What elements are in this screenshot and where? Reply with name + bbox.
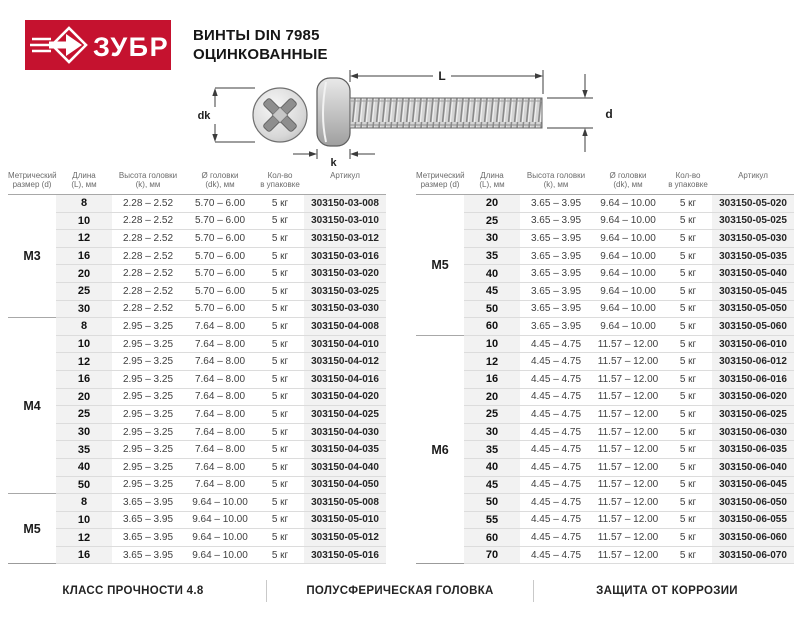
head-height-cell: 4.45 – 4.75 bbox=[520, 335, 592, 353]
package-cell: 5 кг bbox=[664, 230, 712, 248]
article-cell: 303150-03-025 bbox=[304, 282, 386, 300]
package-cell: 5 кг bbox=[664, 318, 712, 336]
head-diameter-cell: 11.57 – 12.00 bbox=[592, 388, 664, 406]
head-diameter-cell: 9.64 – 10.00 bbox=[592, 318, 664, 336]
length-cell: 12 bbox=[56, 353, 112, 371]
head-diameter-cell: 7.64 – 8.00 bbox=[184, 476, 256, 494]
head-height-cell: 3.65 – 3.95 bbox=[112, 546, 184, 564]
length-cell: 20 bbox=[56, 388, 112, 406]
dim-label-thread-diameter: d bbox=[605, 107, 613, 121]
feature-corrosion: ЗАЩИТА ОТ КОРРОЗИИ bbox=[533, 580, 800, 602]
head-height-cell: 2.28 – 2.52 bbox=[112, 195, 184, 213]
head-height-cell: 4.45 – 4.75 bbox=[520, 546, 592, 564]
head-height-cell: 2.95 – 3.25 bbox=[112, 318, 184, 336]
zubr-logo-graphic bbox=[25, 20, 171, 70]
table-row bbox=[416, 370, 794, 388]
metric-size-label: М5 bbox=[8, 494, 56, 564]
head-diameter-cell: 11.57 – 12.00 bbox=[592, 494, 664, 512]
length-cell: 12 bbox=[56, 529, 112, 547]
package-cell: 5 кг bbox=[256, 511, 304, 529]
package-cell: 5 кг bbox=[256, 476, 304, 494]
package-cell: 5 кг bbox=[256, 195, 304, 213]
head-diameter-cell: 7.64 – 8.00 bbox=[184, 406, 256, 424]
head-height-cell: 2.28 – 2.52 bbox=[112, 300, 184, 318]
spec-table-left bbox=[8, 168, 386, 564]
head-diameter-cell: 7.64 – 8.00 bbox=[184, 388, 256, 406]
length-cell: 10 bbox=[56, 335, 112, 353]
length-cell: 8 bbox=[56, 318, 112, 336]
head-height-cell: 2.95 – 3.25 bbox=[112, 441, 184, 459]
package-cell: 5 кг bbox=[664, 406, 712, 424]
head-height-cell: 3.65 – 3.95 bbox=[112, 494, 184, 512]
table-row bbox=[8, 300, 386, 318]
metric-size-label: М5 bbox=[416, 195, 464, 336]
metric-size-label: М6 bbox=[416, 335, 464, 564]
head-diameter-cell: 11.57 – 12.00 bbox=[592, 406, 664, 424]
page-title bbox=[193, 26, 328, 64]
column-header: Метрический размер (d) bbox=[8, 171, 57, 189]
length-cell: 25 bbox=[464, 406, 520, 424]
head-height-cell: 2.28 – 2.52 bbox=[112, 282, 184, 300]
table-row bbox=[416, 546, 794, 564]
length-cell: 30 bbox=[56, 300, 112, 318]
package-cell: 5 кг bbox=[256, 423, 304, 441]
table-row bbox=[416, 406, 794, 424]
column-header: Высота головки (k), мм bbox=[118, 171, 178, 189]
head-height-cell: 4.45 – 4.75 bbox=[520, 388, 592, 406]
head-diameter-cell: 11.57 – 12.00 bbox=[592, 441, 664, 459]
table-row bbox=[8, 370, 386, 388]
head-diameter-cell: 5.70 – 6.00 bbox=[184, 265, 256, 283]
length-cell: 70 bbox=[464, 546, 520, 564]
article-cell: 303150-04-030 bbox=[304, 423, 386, 441]
head-diameter-cell: 7.64 – 8.00 bbox=[184, 441, 256, 459]
article-cell: 303150-06-045 bbox=[712, 476, 794, 494]
head-height-cell: 3.65 – 3.95 bbox=[520, 282, 592, 300]
head-height-cell: 4.45 – 4.75 bbox=[520, 441, 592, 459]
package-cell: 5 кг bbox=[664, 546, 712, 564]
table-row bbox=[8, 423, 386, 441]
article-cell: 303150-05-040 bbox=[712, 265, 794, 283]
length-cell: 12 bbox=[464, 353, 520, 371]
metric-size-label: М3 bbox=[8, 195, 56, 318]
head-diameter-cell: 11.57 – 12.00 bbox=[592, 546, 664, 564]
article-cell: 303150-04-020 bbox=[304, 388, 386, 406]
length-cell: 20 bbox=[56, 265, 112, 283]
length-cell: 40 bbox=[56, 458, 112, 476]
column-header: Ø головки (dk), мм bbox=[201, 171, 239, 189]
length-cell: 25 bbox=[56, 282, 112, 300]
head-diameter-cell: 7.64 – 8.00 bbox=[184, 423, 256, 441]
package-cell: 5 кг bbox=[256, 282, 304, 300]
table-row bbox=[416, 388, 794, 406]
head-diameter-cell: 11.57 – 12.00 bbox=[592, 458, 664, 476]
length-cell: 25 bbox=[56, 406, 112, 424]
length-cell: 8 bbox=[56, 195, 112, 213]
head-height-cell: 3.65 – 3.95 bbox=[520, 247, 592, 265]
column-header: Артикул bbox=[330, 171, 360, 180]
table-row bbox=[416, 212, 794, 230]
zubr-logo bbox=[25, 20, 171, 70]
dim-label-length: L bbox=[438, 69, 446, 83]
package-cell: 5 кг bbox=[664, 458, 712, 476]
package-cell: 5 кг bbox=[664, 247, 712, 265]
table-row bbox=[8, 529, 386, 547]
length-cell: 40 bbox=[464, 265, 520, 283]
length-cell: 16 bbox=[56, 370, 112, 388]
length-cell: 35 bbox=[464, 247, 520, 265]
length-cell: 50 bbox=[56, 476, 112, 494]
table-row bbox=[8, 441, 386, 459]
article-cell: 303150-03-030 bbox=[304, 300, 386, 318]
package-cell: 5 кг bbox=[256, 353, 304, 371]
size-section bbox=[416, 335, 794, 564]
table-row bbox=[416, 318, 794, 336]
package-cell: 5 кг bbox=[256, 546, 304, 564]
head-diameter-cell: 5.70 – 6.00 bbox=[184, 300, 256, 318]
head-diameter-cell: 9.64 – 10.00 bbox=[184, 546, 256, 564]
head-height-cell: 2.28 – 2.52 bbox=[112, 265, 184, 283]
package-cell: 5 кг bbox=[256, 318, 304, 336]
package-cell: 5 кг bbox=[256, 388, 304, 406]
column-header: Высота головки (k), мм bbox=[526, 171, 586, 189]
article-cell: 303150-03-010 bbox=[304, 212, 386, 230]
article-cell: 303150-05-008 bbox=[304, 494, 386, 512]
head-height-cell: 3.65 – 3.95 bbox=[520, 300, 592, 318]
table-row bbox=[416, 353, 794, 371]
package-cell: 5 кг bbox=[256, 370, 304, 388]
head-diameter-cell: 9.64 – 10.00 bbox=[592, 195, 664, 213]
head-diameter-cell: 7.64 – 8.00 bbox=[184, 318, 256, 336]
length-cell: 10 bbox=[56, 511, 112, 529]
article-cell: 303150-05-012 bbox=[304, 529, 386, 547]
head-diameter-cell: 9.64 – 10.00 bbox=[184, 529, 256, 547]
dimension-thread-diameter bbox=[547, 74, 593, 152]
column-header: Длина (L), мм bbox=[71, 171, 97, 189]
head-diameter-cell: 9.64 – 10.00 bbox=[592, 230, 664, 248]
head-height-cell: 3.65 – 3.95 bbox=[112, 529, 184, 547]
head-diameter-cell: 11.57 – 12.00 bbox=[592, 511, 664, 529]
head-diameter-cell: 5.70 – 6.00 bbox=[184, 212, 256, 230]
article-cell: 303150-06-035 bbox=[712, 441, 794, 459]
package-cell: 5 кг bbox=[256, 458, 304, 476]
feature-strength-class: КЛАСС ПРОЧНОСТИ 4.8 bbox=[62, 585, 204, 597]
package-cell: 5 кг bbox=[664, 265, 712, 283]
article-cell: 303150-06-016 bbox=[712, 370, 794, 388]
table-row bbox=[416, 282, 794, 300]
head-height-cell: 2.95 – 3.25 bbox=[112, 335, 184, 353]
head-height-cell: 2.95 – 3.25 bbox=[112, 423, 184, 441]
package-cell: 5 кг bbox=[664, 423, 712, 441]
length-cell: 30 bbox=[464, 230, 520, 248]
features-footer bbox=[0, 580, 800, 602]
package-cell: 5 кг bbox=[664, 212, 712, 230]
article-cell: 303150-06-055 bbox=[712, 511, 794, 529]
table-row bbox=[8, 458, 386, 476]
table-row bbox=[416, 423, 794, 441]
head-height-cell: 2.95 – 3.25 bbox=[112, 370, 184, 388]
length-cell: 16 bbox=[56, 247, 112, 265]
table-row bbox=[8, 335, 386, 353]
screw-drawing bbox=[195, 62, 625, 168]
head-height-cell: 3.65 – 3.95 bbox=[520, 212, 592, 230]
table-row bbox=[8, 212, 386, 230]
metric-size-label: М4 bbox=[8, 318, 56, 494]
package-cell: 5 кг bbox=[664, 282, 712, 300]
table-row bbox=[8, 247, 386, 265]
head-diameter-cell: 7.64 – 8.00 bbox=[184, 370, 256, 388]
article-cell: 303150-06-020 bbox=[712, 388, 794, 406]
column-header: Артикул bbox=[738, 171, 768, 180]
table-row bbox=[8, 494, 386, 512]
table-row bbox=[8, 353, 386, 371]
article-cell: 303150-04-010 bbox=[304, 335, 386, 353]
column-header: Длина (L), мм bbox=[479, 171, 505, 189]
table-row bbox=[416, 265, 794, 283]
spec-tables bbox=[8, 168, 794, 564]
table-row bbox=[8, 318, 386, 336]
table-row bbox=[8, 406, 386, 424]
table-row bbox=[8, 282, 386, 300]
package-cell: 5 кг bbox=[664, 388, 712, 406]
table-row bbox=[8, 511, 386, 529]
package-cell: 5 кг bbox=[664, 441, 712, 459]
package-cell: 5 кг bbox=[256, 247, 304, 265]
screw-front-view bbox=[252, 87, 309, 144]
article-cell: 303150-05-025 bbox=[712, 212, 794, 230]
package-cell: 5 кг bbox=[256, 230, 304, 248]
article-cell: 303150-05-050 bbox=[712, 300, 794, 318]
head-height-cell: 4.45 – 4.75 bbox=[520, 370, 592, 388]
head-height-cell: 2.95 – 3.25 bbox=[112, 476, 184, 494]
head-diameter-cell: 5.70 – 6.00 bbox=[184, 230, 256, 248]
head-height-cell: 4.45 – 4.75 bbox=[520, 458, 592, 476]
length-cell: 20 bbox=[464, 388, 520, 406]
length-cell: 16 bbox=[464, 370, 520, 388]
head-diameter-cell: 7.64 – 8.00 bbox=[184, 353, 256, 371]
article-cell: 303150-05-016 bbox=[304, 546, 386, 564]
article-cell: 303150-03-016 bbox=[304, 247, 386, 265]
head-height-cell: 4.45 – 4.75 bbox=[520, 529, 592, 547]
length-cell: 60 bbox=[464, 529, 520, 547]
column-header: Ø головки (dk), мм bbox=[609, 171, 647, 189]
article-cell: 303150-05-045 bbox=[712, 282, 794, 300]
table-row bbox=[416, 441, 794, 459]
article-cell: 303150-04-050 bbox=[304, 476, 386, 494]
package-cell: 5 кг bbox=[664, 494, 712, 512]
table-row bbox=[8, 546, 386, 564]
head-diameter-cell: 5.70 – 6.00 bbox=[184, 195, 256, 213]
package-cell: 5 кг bbox=[664, 195, 712, 213]
screw-side-view bbox=[317, 78, 542, 146]
head-diameter-cell: 9.64 – 10.00 bbox=[592, 265, 664, 283]
head-diameter-cell: 7.64 – 8.00 bbox=[184, 458, 256, 476]
article-cell: 303150-03-020 bbox=[304, 265, 386, 283]
head-diameter-cell: 9.64 – 10.00 bbox=[184, 494, 256, 512]
table-row bbox=[8, 476, 386, 494]
package-cell: 5 кг bbox=[256, 529, 304, 547]
table-row bbox=[8, 230, 386, 248]
head-height-cell: 4.45 – 4.75 bbox=[520, 511, 592, 529]
size-section bbox=[8, 318, 386, 494]
head-height-cell: 4.45 – 4.75 bbox=[520, 476, 592, 494]
article-cell: 303150-06-030 bbox=[712, 423, 794, 441]
package-cell: 5 кг bbox=[664, 529, 712, 547]
head-height-cell: 4.45 – 4.75 bbox=[520, 494, 592, 512]
length-cell: 55 bbox=[464, 511, 520, 529]
head-height-cell: 2.95 – 3.25 bbox=[112, 458, 184, 476]
page-title-line2: ОЦИНКОВАННЫЕ bbox=[193, 46, 328, 63]
head-diameter-cell: 5.70 – 6.00 bbox=[184, 282, 256, 300]
table-row bbox=[8, 265, 386, 283]
table-row bbox=[416, 494, 794, 512]
length-cell: 30 bbox=[56, 423, 112, 441]
package-cell: 5 кг bbox=[256, 335, 304, 353]
length-cell: 45 bbox=[464, 282, 520, 300]
head-height-cell: 2.28 – 2.52 bbox=[112, 212, 184, 230]
package-cell: 5 кг bbox=[664, 511, 712, 529]
article-cell: 303150-05-035 bbox=[712, 247, 794, 265]
length-cell: 40 bbox=[464, 458, 520, 476]
table-row bbox=[416, 300, 794, 318]
article-cell: 303150-05-030 bbox=[712, 230, 794, 248]
head-diameter-cell: 9.64 – 10.00 bbox=[592, 282, 664, 300]
length-cell: 35 bbox=[464, 441, 520, 459]
length-cell: 25 bbox=[464, 212, 520, 230]
article-cell: 303150-04-035 bbox=[304, 441, 386, 459]
length-cell: 60 bbox=[464, 318, 520, 336]
logo-text: ЗУБР bbox=[93, 32, 170, 62]
head-height-cell: 4.45 – 4.75 bbox=[520, 406, 592, 424]
package-cell: 5 кг bbox=[256, 300, 304, 318]
column-header: Метрический размер (d) bbox=[416, 171, 465, 189]
feature-head-type: ПОЛУСФЕРИЧЕСКАЯ ГОЛОВКА bbox=[266, 580, 533, 602]
article-cell: 303150-06-012 bbox=[712, 353, 794, 371]
head-height-cell: 2.95 – 3.25 bbox=[112, 388, 184, 406]
size-section bbox=[8, 195, 386, 318]
head-diameter-cell: 11.57 – 12.00 bbox=[592, 335, 664, 353]
dimension-head-diameter bbox=[212, 88, 255, 142]
length-cell: 30 bbox=[464, 423, 520, 441]
head-diameter-cell: 9.64 – 10.00 bbox=[592, 212, 664, 230]
length-cell: 10 bbox=[464, 335, 520, 353]
length-cell: 10 bbox=[56, 212, 112, 230]
head-height-cell: 4.45 – 4.75 bbox=[520, 353, 592, 371]
package-cell: 5 кг bbox=[256, 494, 304, 512]
head-diameter-cell: 11.57 – 12.00 bbox=[592, 529, 664, 547]
head-diameter-cell: 11.57 – 12.00 bbox=[592, 476, 664, 494]
article-cell: 303150-06-070 bbox=[712, 546, 794, 564]
package-cell: 5 кг bbox=[256, 406, 304, 424]
page-title-line1: ВИНТЫ DIN 7985 bbox=[193, 27, 320, 44]
article-cell: 303150-04-025 bbox=[304, 406, 386, 424]
length-cell: 8 bbox=[56, 494, 112, 512]
head-height-cell: 3.65 – 3.95 bbox=[520, 265, 592, 283]
table-row bbox=[8, 388, 386, 406]
package-cell: 5 кг bbox=[256, 441, 304, 459]
length-cell: 35 bbox=[56, 441, 112, 459]
length-cell: 12 bbox=[56, 230, 112, 248]
article-cell: 303150-04-016 bbox=[304, 370, 386, 388]
head-height-cell: 4.45 – 4.75 bbox=[520, 423, 592, 441]
length-cell: 20 bbox=[464, 195, 520, 213]
head-height-cell: 3.65 – 3.95 bbox=[520, 318, 592, 336]
column-header: Кол-во в упаковке bbox=[668, 171, 708, 189]
dimension-length bbox=[350, 70, 543, 94]
article-cell: 303150-06-050 bbox=[712, 494, 794, 512]
table-row bbox=[416, 529, 794, 547]
article-cell: 303150-03-008 bbox=[304, 195, 386, 213]
table-row bbox=[416, 511, 794, 529]
table-row bbox=[416, 230, 794, 248]
package-cell: 5 кг bbox=[664, 300, 712, 318]
spec-table-right bbox=[416, 168, 794, 564]
head-diameter-cell: 9.64 – 10.00 bbox=[592, 300, 664, 318]
package-cell: 5 кг bbox=[256, 265, 304, 283]
table-row bbox=[416, 247, 794, 265]
table-row bbox=[8, 195, 386, 213]
head-height-cell: 3.65 – 3.95 bbox=[520, 195, 592, 213]
article-cell: 303150-06-040 bbox=[712, 458, 794, 476]
size-section bbox=[416, 195, 794, 336]
article-cell: 303150-06-060 bbox=[712, 529, 794, 547]
length-cell: 50 bbox=[464, 300, 520, 318]
package-cell: 5 кг bbox=[256, 212, 304, 230]
head-height-cell: 3.65 – 3.95 bbox=[112, 511, 184, 529]
table-row bbox=[416, 335, 794, 353]
article-cell: 303150-04-040 bbox=[304, 458, 386, 476]
length-cell: 45 bbox=[464, 476, 520, 494]
head-diameter-cell: 7.64 – 8.00 bbox=[184, 335, 256, 353]
article-cell: 303150-04-008 bbox=[304, 318, 386, 336]
head-height-cell: 2.95 – 3.25 bbox=[112, 406, 184, 424]
head-height-cell: 2.95 – 3.25 bbox=[112, 353, 184, 371]
column-header: Кол-во в упаковке bbox=[260, 171, 300, 189]
package-cell: 5 кг bbox=[664, 476, 712, 494]
article-cell: 303150-06-025 bbox=[712, 406, 794, 424]
size-section bbox=[8, 494, 386, 564]
head-diameter-cell: 9.64 – 10.00 bbox=[592, 247, 664, 265]
table-row bbox=[416, 476, 794, 494]
dim-label-head-height: k bbox=[330, 157, 337, 168]
head-height-cell: 2.28 – 2.52 bbox=[112, 230, 184, 248]
table-row bbox=[416, 195, 794, 213]
article-cell: 303150-05-010 bbox=[304, 511, 386, 529]
package-cell: 5 кг bbox=[664, 353, 712, 371]
head-diameter-cell: 9.64 – 10.00 bbox=[184, 511, 256, 529]
screw-diagram bbox=[195, 62, 625, 173]
head-diameter-cell: 11.57 – 12.00 bbox=[592, 370, 664, 388]
package-cell: 5 кг bbox=[664, 335, 712, 353]
article-cell: 303150-05-060 bbox=[712, 318, 794, 336]
head-diameter-cell: 11.57 – 12.00 bbox=[592, 423, 664, 441]
length-cell: 50 bbox=[464, 494, 520, 512]
table-row bbox=[416, 458, 794, 476]
head-height-cell: 3.65 – 3.95 bbox=[520, 230, 592, 248]
head-diameter-cell: 5.70 – 6.00 bbox=[184, 247, 256, 265]
head-height-cell: 2.28 – 2.52 bbox=[112, 247, 184, 265]
length-cell: 16 bbox=[56, 546, 112, 564]
article-cell: 303150-06-010 bbox=[712, 335, 794, 353]
article-cell: 303150-05-020 bbox=[712, 195, 794, 213]
article-cell: 303150-03-012 bbox=[304, 230, 386, 248]
head-diameter-cell: 11.57 – 12.00 bbox=[592, 353, 664, 371]
package-cell: 5 кг bbox=[664, 370, 712, 388]
dim-label-head-diameter: dk bbox=[197, 110, 211, 122]
article-cell: 303150-04-012 bbox=[304, 353, 386, 371]
